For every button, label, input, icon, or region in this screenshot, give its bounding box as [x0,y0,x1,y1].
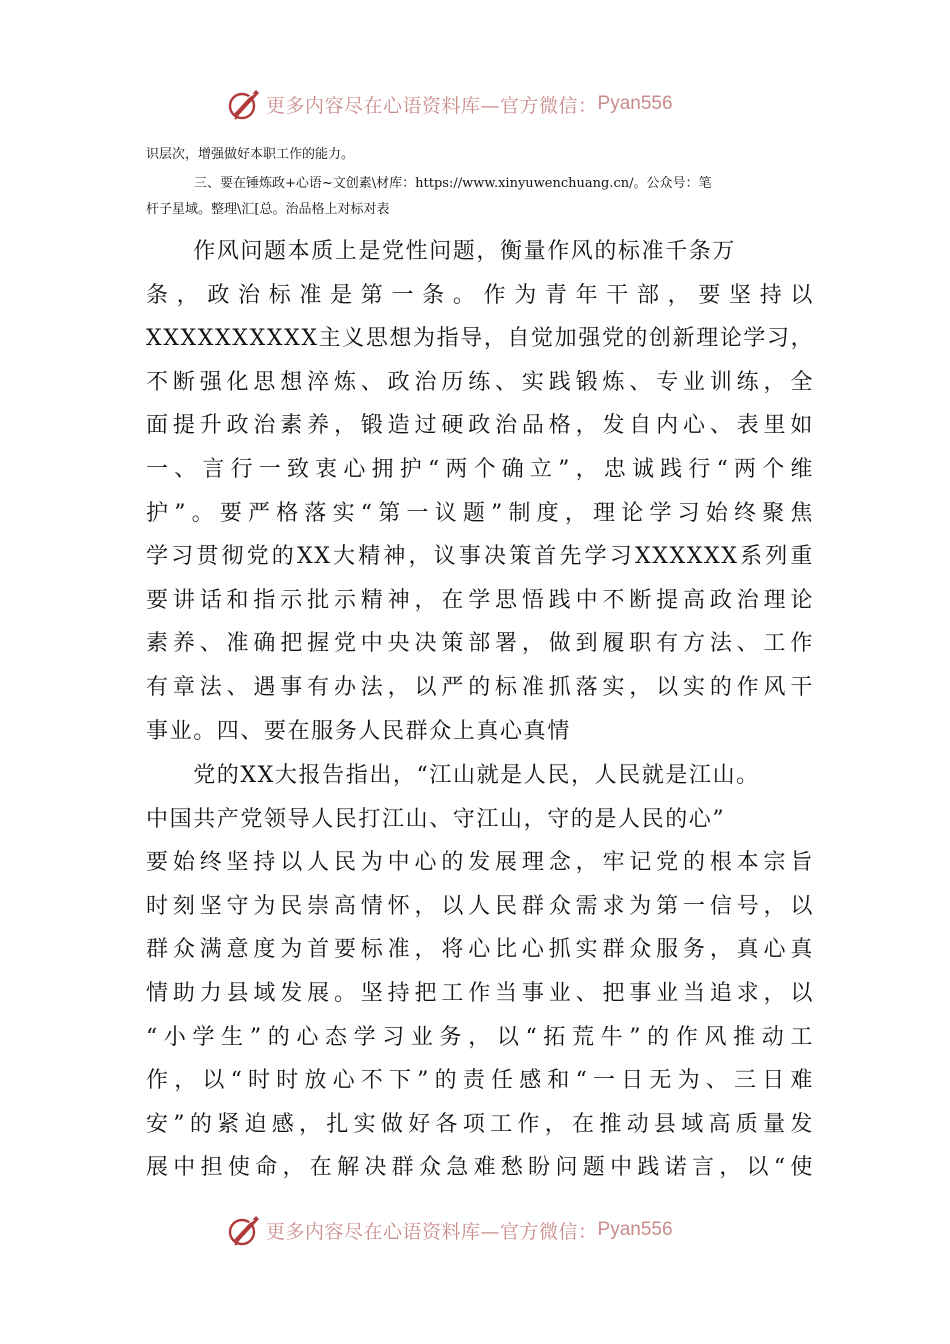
paragraph-line: XXXXXXXXXX主义思想为指导，自觉加强党的创新理论学习， [146,326,815,352]
paragraph-line: 不断强化思想淬炼、政治历练、实践锻炼、专业训练，全 [146,369,814,395]
paragraph-line: 要讲话和指示批示精神，在学思悟践中不断提高政治理论 [146,587,814,613]
quill-logo-icon [226,86,262,122]
paragraph-line: 中国共产党领导人民打江山、守江山，守的是人民的心” [146,806,726,832]
paragraph-line: 群众满意度为首要标准，将心比心抓实群众服务，真心真 [146,937,814,963]
banner-text: 更多内容尽在心语资料库—官方微信： [266,94,598,117]
small-text-line-2: 三、要在锤炼政+心语~文创素\材库：https://www.xinyuwenchuang.cn/。公众号：笔 [194,176,712,191]
paragraph-line: 学习贯彻党的XX大精神，议事决策首先学习XXXXXX系列重 [146,544,814,570]
small-text-line-1: 识层次，增强做好本职工作的能力。 [146,147,355,162]
banner-wechat-id: Pyan556 [597,93,673,114]
banner-text: 更多内容尽在心语资料库—官方微信： [266,1220,598,1243]
paragraph-2 [146,754,814,1190]
paragraph-line: 素养、准确把握党中央决策部署，做到履职有方法、工作 [146,631,814,657]
paragraph-line: 展中担使命，在解决群众急难愁盼问题中践诺言，以“使 [146,1155,814,1181]
header-banner [226,84,746,124]
paragraph-line: 安”的紧迫感，扎实做好各项工作，在推动县域高质量发 [146,1111,814,1137]
quill-logo-icon [226,1212,262,1248]
paragraph-line: 作风问题本质上是党性问题，衡量作风的标准千条万 [146,239,737,264]
paragraph-line: 条，政治标准是第一条。作为青年干部，要坚持以 [146,282,814,308]
paragraph-line: 护”。要严格落实“第一议题”制度，理论学习始终聚焦 [146,500,814,526]
banner-wechat-id: Pyan556 [597,1219,673,1240]
footer-banner [226,1210,746,1250]
paragraph-line: “小学生”的心态学习业务，以“拓荒牛”的作风推动工 [146,1024,814,1050]
paragraph-line: 事业。四、要在服务人民群众上真心真情 [146,718,571,744]
paragraph-line: 作，以“时时放心不下”的责任感和“一日无为、三日难 [146,1068,814,1094]
paragraph-line: 党的XX大报告指出，“江山就是人民，人民就是江山。 [146,763,760,788]
paragraph-line: 一、言行一致衷心拥护“两个确立”，忠诚践行“两个维 [146,456,814,482]
small-text-line-3: 杆子星域。整理\汇[总。治品格上对标对表 [146,202,390,217]
paragraph-line: 有章法、遇事有办法，以严的标准抓落实，以实的作风干 [146,674,814,700]
paragraph-line: 时刻坚守为民崇高情怀，以人民群众需求为第一信号，以 [146,893,814,919]
paragraph-line: 要始终坚持以人民为中心的发展理念，牢记党的根本宗旨 [146,850,814,876]
paragraph-line: 情助力县域发展。坚持把工作当事业、把事业当追求，以 [146,980,814,1006]
paragraph-line: 面提升政治素养，锻造过硬政治品格，发自内心、表里如 [146,413,814,439]
paragraph-1 [146,230,814,753]
